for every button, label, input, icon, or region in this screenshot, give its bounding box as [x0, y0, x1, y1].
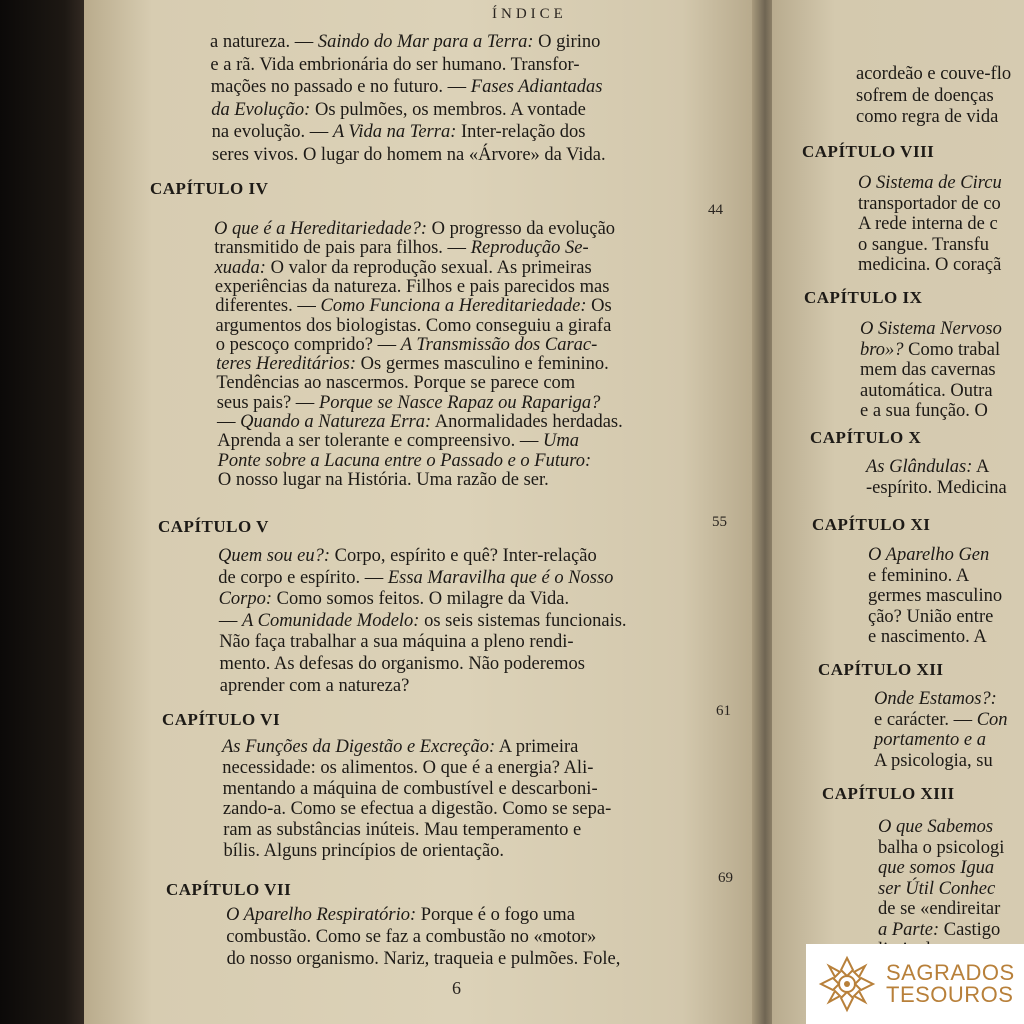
text-line: aprender com a natureza? [219, 675, 410, 696]
text-line: medicina. O coraçã [858, 255, 1002, 275]
text-line: que somos Igua [878, 858, 995, 878]
text-line: o sangue. Transfu [858, 234, 990, 255]
text-line: transmitido de pais para filhos. — Reprodução Se- [214, 238, 589, 259]
text-line: germes masculino [868, 586, 1003, 606]
text-line: balha o psicologi [878, 837, 1005, 858]
text-line: automática. Outra [860, 380, 993, 401]
text-line: combustão. Como se faz a combustão no «motor» [226, 927, 597, 947]
text-line: O Aparelho Gen [868, 545, 990, 565]
running-title: ÍNDICE [492, 6, 567, 22]
text-line: e a rã. Vida embrionária do ser humano. Transfor- [210, 54, 580, 75]
text-line: e a sua função. O [860, 401, 988, 421]
text-line: xuada: O valor da reprodução sexual. As primeiras [214, 257, 592, 278]
text-line: Tendências ao nascermos. Porque se parece com [216, 373, 576, 394]
chapter-heading: CAPÍTULO X [810, 428, 922, 447]
text-line: argumentos dos biologistas. Como conseguiu a girafa [215, 315, 612, 336]
text-line: portamento e a [874, 730, 987, 750]
text-line: — A Comunidade Modelo: os seis sistemas funcionais. [218, 610, 627, 631]
text-line: ram as substâncias inúteis. Mau temperamento e [223, 820, 582, 841]
text-line: As Glândulas: A [866, 457, 990, 477]
chapter-heading: CAPÍTULO IX [804, 288, 923, 307]
text-line: Ponte sobre a Lacuna entre o Passado e o Futuro: [217, 450, 592, 471]
text-line: As Funções da Digestão e Excreção: A primeira [222, 737, 579, 757]
page-number: 69 [718, 870, 733, 886]
text-line: de corpo e espírito. — Essa Maravilha que é o Nosso [218, 567, 614, 588]
book-shadow-edge [0, 0, 92, 1024]
text-line: A psicologia, su [874, 750, 993, 771]
text-line: acordeão e couve-flo [856, 64, 1012, 84]
page-number: 44 [708, 202, 723, 218]
text-line: Não faça trabalhar a sua máquina a pleno rendi- [219, 632, 574, 653]
right-page [772, 0, 1024, 1024]
watermark-line-1: SAGRADOS [886, 960, 1015, 985]
text-line: -espírito. Medicina [866, 477, 1007, 498]
chapter-heading: CAPÍTULO VIII [802, 142, 935, 161]
left-page [84, 0, 764, 1024]
text-line: O que Sabemos [878, 817, 994, 837]
chapter-heading: CAPÍTULO XIII [822, 784, 955, 803]
text-line: necessidade: os alimentos. O que é a energia? Ali- [222, 757, 594, 778]
text-line: A rede interna de c [858, 214, 998, 234]
text-line: a Parte: Castigo [878, 919, 1001, 940]
page-folio: 6 [452, 978, 461, 998]
text-line: O Aparelho Respiratório: Porque é o fogo uma [226, 905, 575, 925]
text-line: e carácter. — Con [874, 709, 1008, 730]
text-line: mento. As defesas do organismo. Não poderemos [219, 654, 585, 674]
text-line: mações no passado e no futuro. — Fases Adiantadas [210, 77, 603, 98]
text-line: como regra de vida [856, 107, 999, 127]
chapter-heading: CAPÍTULO XI [812, 515, 931, 534]
watermark-logo [806, 944, 1024, 1024]
text-line: Corpo: Como somos feitos. O milagre da Vida. [218, 589, 570, 610]
chapter-heading: CAPÍTULO V [158, 517, 269, 536]
chapter-heading: CAPÍTULO VII [166, 880, 292, 899]
text-line: bro»? Como trabal [860, 339, 1001, 360]
ornament-icon [818, 955, 876, 1013]
text-line: ser Útil Conhec [878, 878, 996, 899]
text-line: zando-a. Como se efectua a digestão. Como se sepa- [222, 799, 612, 820]
text-line: experiências da natureza. Filhos e pais parecidos mas [214, 276, 610, 297]
text-line: O que é a Hereditariedade?: O progresso da evolução [214, 219, 616, 239]
text-line: Onde Estamos?: [874, 689, 997, 709]
text-line: Quem sou eu?: Corpo, espírito e quê? Inter-relação [218, 546, 597, 566]
text-line: diferentes. — Como Funciona a Hereditariedade: Os [215, 296, 612, 317]
chapter-heading: CAPÍTULO IV [150, 179, 269, 198]
text-line: — Quando a Natureza Erra: Anormalidades herdadas. [217, 412, 623, 432]
text-line: ção? União entre [868, 606, 994, 627]
page-number: 61 [716, 703, 731, 719]
text-line: de se «endireitar [878, 899, 1001, 919]
text-line: o pescoço comprido? — A Transmissão dos Carac- [215, 334, 598, 355]
text-line: seus pais? — Porque se Nasce Rapaz ou Rapariga? [216, 392, 601, 413]
text-line: sofrem de doenças [856, 85, 994, 106]
text-line: Aprenda a ser tolerante e compreensivo. — Uma [217, 431, 579, 452]
text-line: teres Hereditários: Os germes masculino e feminino. [216, 354, 609, 375]
text-line: da Evolução: Os pulmões, os membros. A vontade [211, 99, 586, 120]
text-line: bílis. Alguns princípios de orientação. [223, 841, 505, 861]
chapter-heading: CAPÍTULO XII [818, 660, 944, 679]
text-line: na evolução. — A Vida na Terra: Inter-relação dos [211, 122, 586, 143]
text-line: mem das cavernas [860, 360, 996, 380]
text-line: mentando a máquina de combustível e descarboni- [222, 778, 598, 799]
text-line: transportador de co [858, 193, 1001, 214]
text-line: O Sistema Nervoso [860, 319, 1002, 339]
text-line: O Sistema de Circu [858, 173, 1002, 193]
page-number: 55 [712, 514, 727, 530]
watermark-line-2: TESOUROS [886, 982, 1014, 1007]
text-line: e feminino. A [868, 565, 970, 586]
text-line: e nascimento. A [868, 627, 987, 647]
text-line: a natureza. — Saindo do Mar para a Terra: O girino [210, 32, 601, 52]
text-line: do nosso organismo. Nariz, traqueia e pulmões. Fole, [226, 949, 621, 969]
text-line: O nosso lugar na História. Uma razão de ser. [217, 469, 549, 490]
text-line: seres vivos. O lugar do homem na «Árvore» da Vida. [212, 145, 606, 165]
chapter-heading: CAPÍTULO VI [162, 710, 281, 729]
